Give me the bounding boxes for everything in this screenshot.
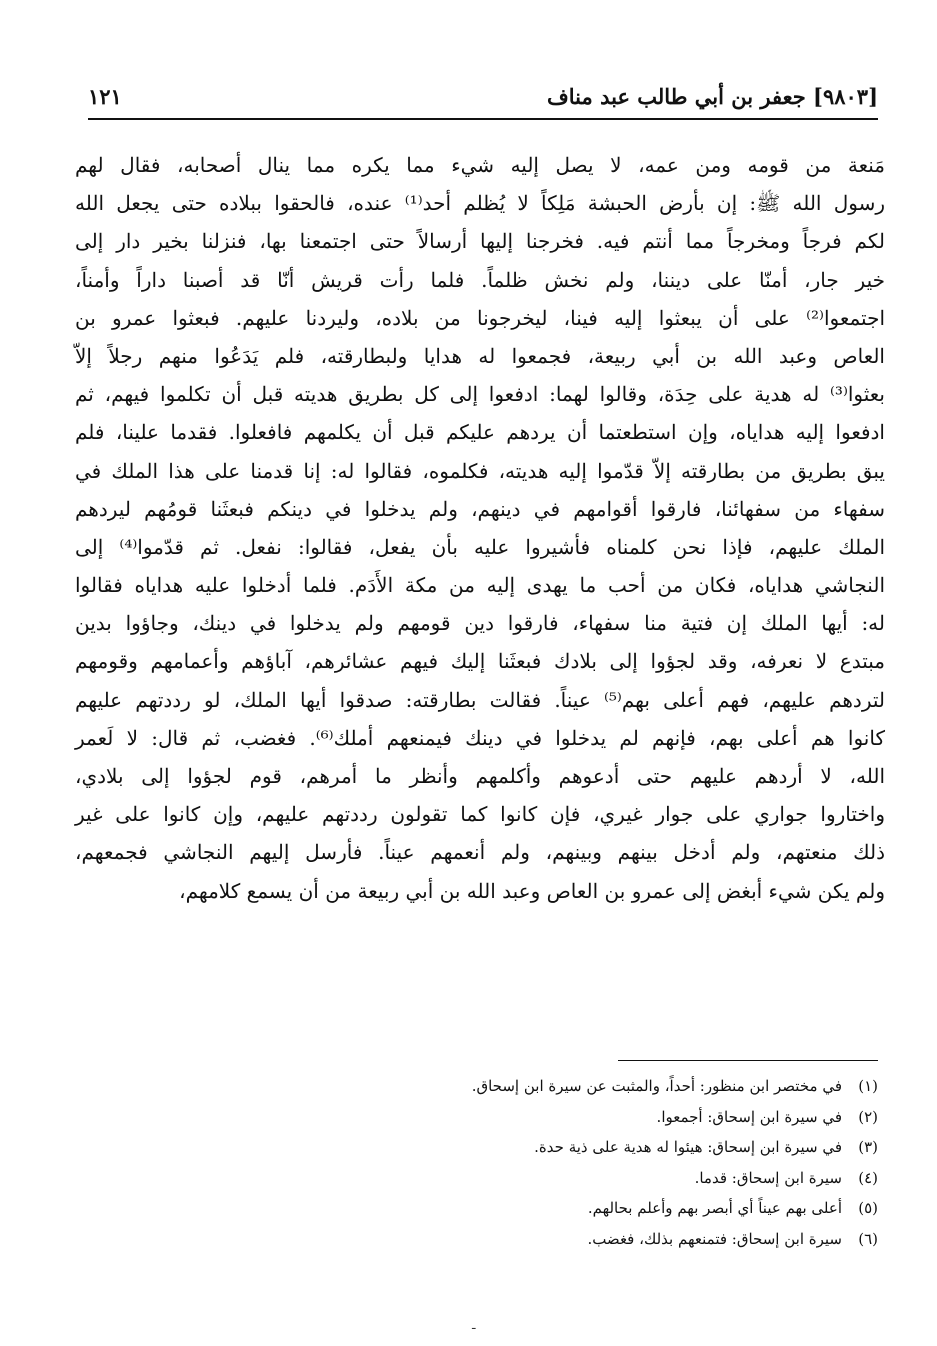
footnote-text: سيرة ابن إسحاق: فتمنعهم بذلك، فغضب. (587, 1229, 842, 1248)
footnote (358, 1224, 878, 1255)
text-line: يبق بطريق من بطارقته إلاّ قدّموا إليه هديته، فكلموه، فقالوا له: إنا قدمنا على هذا الملك في (75, 458, 885, 483)
footnote-number: (١) (858, 1077, 878, 1095)
footnote-text: سيرة ابن إسحاق: قدما. (694, 1168, 842, 1187)
text-line: الله، لا أردهم عليهم حتى أدعوهم وأكلمهم وأنظر ما أمرهم، قوم لجؤوا إلى بلادي، (75, 764, 885, 788)
text-line: اجتمعوا⁽²⁾ على أن يبعثوا إليه فينا، ليخرجونا من بلاده، وليردنا عليهم. فبعثوا عمرو بن (75, 305, 885, 330)
footnote (358, 1163, 878, 1194)
text-line: لكم فرجاً ومخرجاً مما أنتم فيه. فخرجنا إليها أرسالاً حتى اجتمعنا بها، فنزلنا بخير دار إلى (75, 229, 885, 254)
footnote (358, 1102, 878, 1133)
footnote-text: أعلى بهم عيناً أي أبصر بهم وأعلم بحالهم. (587, 1199, 842, 1218)
footnote-rule (618, 1060, 878, 1061)
page-number: ١٢١ (88, 84, 122, 109)
text-line: ادفعوا إليه هداياه، وإن استطعتما أن يردهم عليكم قبل أن يكلمهم فافعلوا. فقدما علينا، فلم (75, 420, 885, 445)
footnote (358, 1193, 878, 1224)
bottom-mark: ـ (472, 1318, 476, 1332)
footnote (358, 1071, 878, 1102)
text-line: النجاشي هداياه، فكان من أحب ما يهدى إليه من مكة الأَدَم. فلما أدخلوا عليه هداياه فقالوا (75, 573, 885, 598)
text-line: كانوا هم أعلى بهم، فإنهم لم يدخلوا في دينك فيمنعهم أملك⁽⁶⁾. فغضب، ثم قال: لا لَعمر (75, 725, 885, 750)
text-line: خير جار، أمنّا على ديننا، ولم نخش ظلماً. فلما رأت قريش أنّا قد أصبنا داراً وأمناً، (75, 267, 885, 292)
text-line: ولم يكن شيء أبغض إلى عمرو بن العاص وعبد الله بن أبي ربيعة من أن يسمع كلامهم، (179, 878, 885, 903)
text-line: رسول الله ﷺ: إن بأرض الحبشة مَلِكاً لا يُظلم أحد⁽¹⁾ عنده، فالحقوا ببلاده حتى يجعل الله (75, 191, 886, 216)
footnote-number: (٤) (858, 1168, 878, 1187)
footnotes (358, 1071, 878, 1255)
text-line: مَنعة من قومه ومن عمه، لا يصل إليه شيء مما يكره مما ينال أصحابه، فقال لهم (75, 153, 885, 177)
text-line: مبتدع لا نعرفه، وقد لجؤوا إلى بلادك فبعثَنا إليك فيهم عشائرهم، آباؤهم وأعمامهم وقومهم (75, 649, 885, 674)
footnote-number: (٢) (858, 1107, 878, 1126)
text-line: له: أيها الملك إن فتية منا سفهاء، فارقوا دين قومهم ولم يدخلوا في دينك، وجاؤوا بدين (75, 611, 885, 636)
page-header (88, 80, 878, 114)
text-line: العاص وعبد الله بن أبي ربيعة، فجمعوا له هدايا ولبطارقته، فلم يَدَعُوا منهم رجلاً إلاّ (75, 343, 885, 368)
text-line: سفهاء من سفهائنا، فارقوا أقوامهم في دينهم، ولم يدخلوا في دينكم فبعثَنا قومُهم ليردهم (75, 496, 885, 521)
text-line: بعثوا⁽³⁾ له هدية على حِدَة، وقالوا لهما: ادفعوا إلى كل بطريق هديته قبل أن تكلموا فيهم، ثم (75, 382, 885, 407)
text-line: لتردهم عليهم، فهم أعلى بهم⁽⁵⁾ عيناً. فقالت بطارقته: صدقوا أيها الملك، لو رددتهم عليهم (75, 687, 885, 712)
footnote (358, 1132, 878, 1163)
header-rule (88, 118, 878, 120)
footnote-text: في مختصر ابن منظور: أحداً، والمثبت عن سيرة ابن إسحاق. (471, 1077, 842, 1095)
footnote-text: في سيرة ابن إسحاق: أجمعوا. (656, 1107, 842, 1126)
footnote-number: (٥) (858, 1199, 878, 1218)
running-title: [٩٨٠٣] جعفر بن أبي طالب عبد مناف (547, 84, 878, 109)
body-text (75, 146, 885, 910)
footnote-text: في سيرة ابن إسحاق: هيئوا له هدية على ذية حدة. (534, 1138, 842, 1157)
text-line: الملك عليهم، فإذا نحن كلمناه فأشيروا عليه بأن يفعل، فقالوا: نفعل. ثم قدّموا⁽⁴⁾ إلى (75, 534, 885, 559)
footnote-number: (٣) (858, 1138, 878, 1157)
text-line: واختاروا جواري على جوار غيري، فإن كانوا كما تقولون رددتهم عليهم، وإن كانوا على غير (75, 802, 885, 827)
text-line: ذلك منعتهم، ولم أدخل بينهم وبينهم، ولم أنعمهم عيناً. فأرسل إليهم النجاشي فجمعهم، (75, 840, 885, 865)
footnote-number: (٦) (858, 1229, 878, 1248)
